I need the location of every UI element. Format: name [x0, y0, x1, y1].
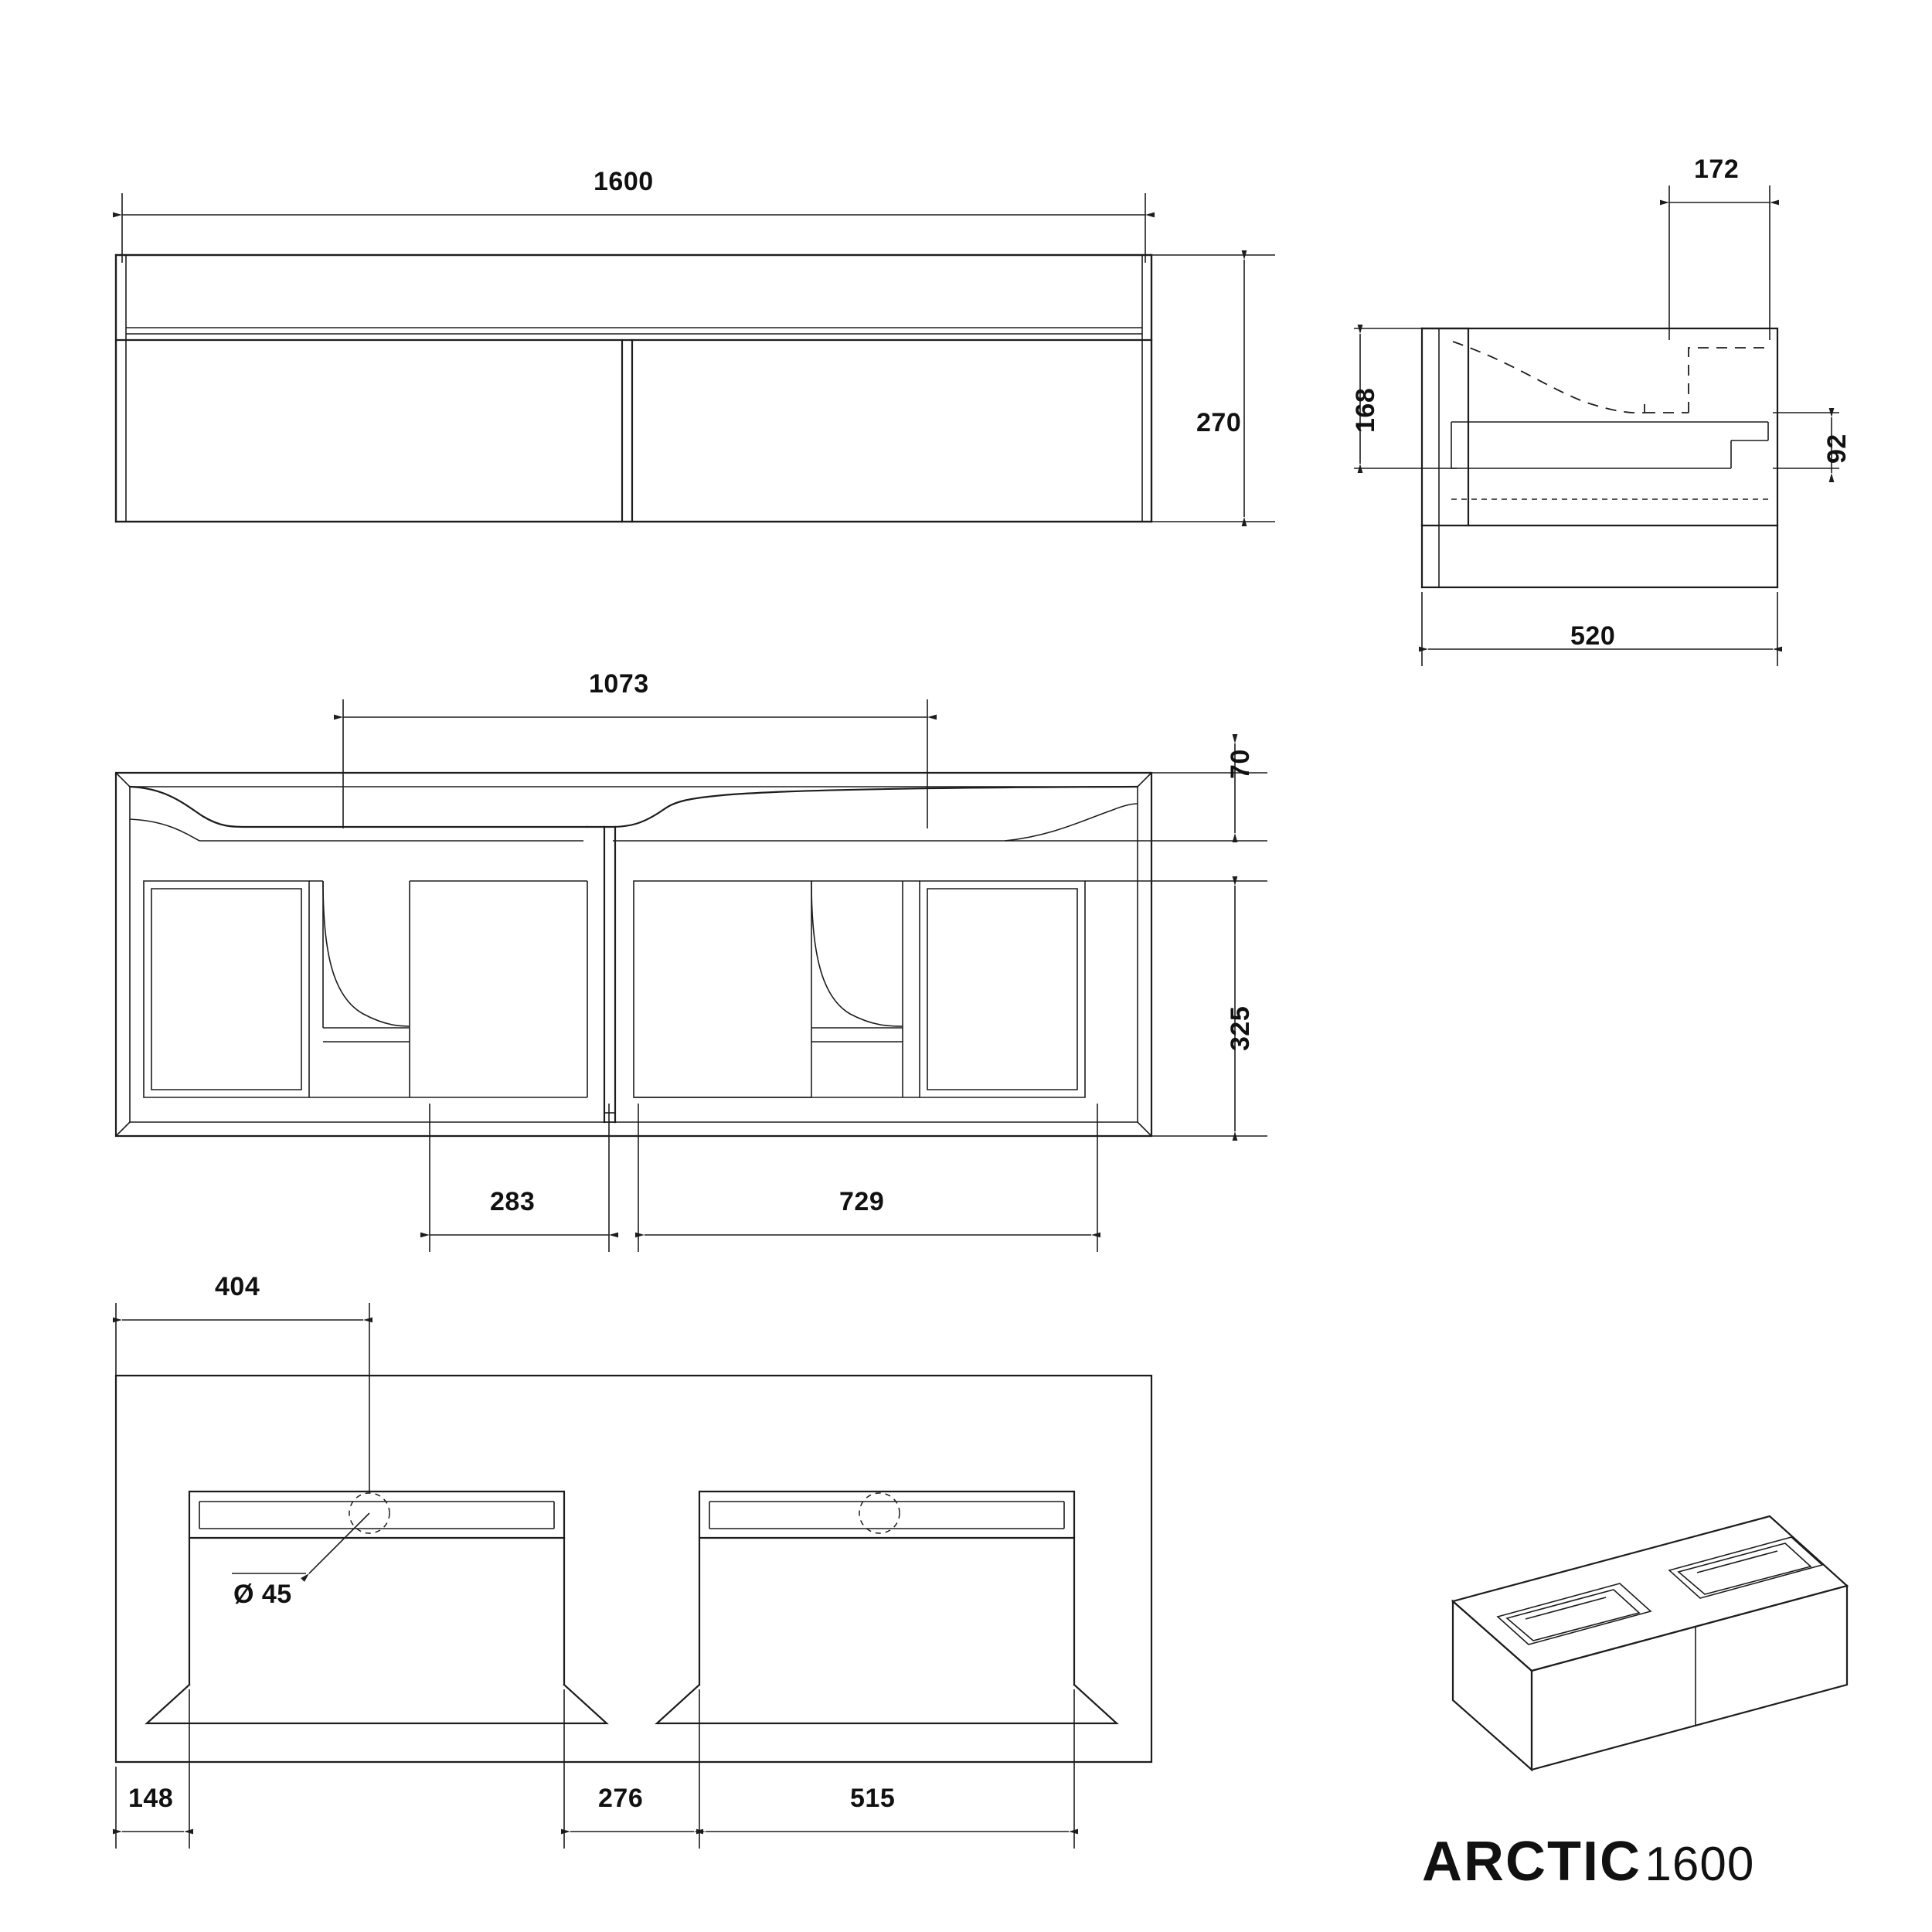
dim-276: 276	[598, 1784, 644, 1813]
dim-172: 172	[1694, 155, 1740, 184]
rear-elevation-geometry	[116, 773, 1151, 1136]
dim-70: 70	[1226, 749, 1255, 779]
dim-404: 404	[215, 1272, 260, 1301]
dim-283: 283	[490, 1187, 536, 1216]
dim-1600: 1600	[594, 167, 654, 196]
dim-515: 515	[850, 1784, 896, 1813]
product-model-number: 1600	[1645, 1838, 1755, 1891]
dim-270: 270	[1196, 408, 1242, 437]
side-section-dimensions	[1354, 185, 1839, 666]
front-elevation-dimensions	[122, 193, 1275, 522]
dim-325: 325	[1226, 1005, 1255, 1051]
dim-92: 92	[1822, 434, 1852, 464]
top-plan-dimensions	[116, 1303, 1074, 1849]
dim-148: 148	[128, 1784, 174, 1813]
dim-1073: 1073	[589, 669, 649, 699]
dim-diameter-45: Ø 45	[233, 1580, 292, 1609]
top-plan-geometry	[116, 1376, 1151, 1762]
title-block	[1422, 1830, 1754, 1893]
dim-520: 520	[1570, 621, 1616, 651]
side-section-geometry	[1422, 328, 1777, 587]
front-elevation-geometry	[116, 255, 1151, 522]
rear-elevation-dimensions	[343, 699, 1267, 1252]
isometric-view-geometry	[1453, 1516, 1847, 1770]
dim-168: 168	[1351, 387, 1380, 433]
product-brand: ARCTIC	[1422, 1831, 1641, 1893]
dim-729: 729	[839, 1187, 885, 1216]
